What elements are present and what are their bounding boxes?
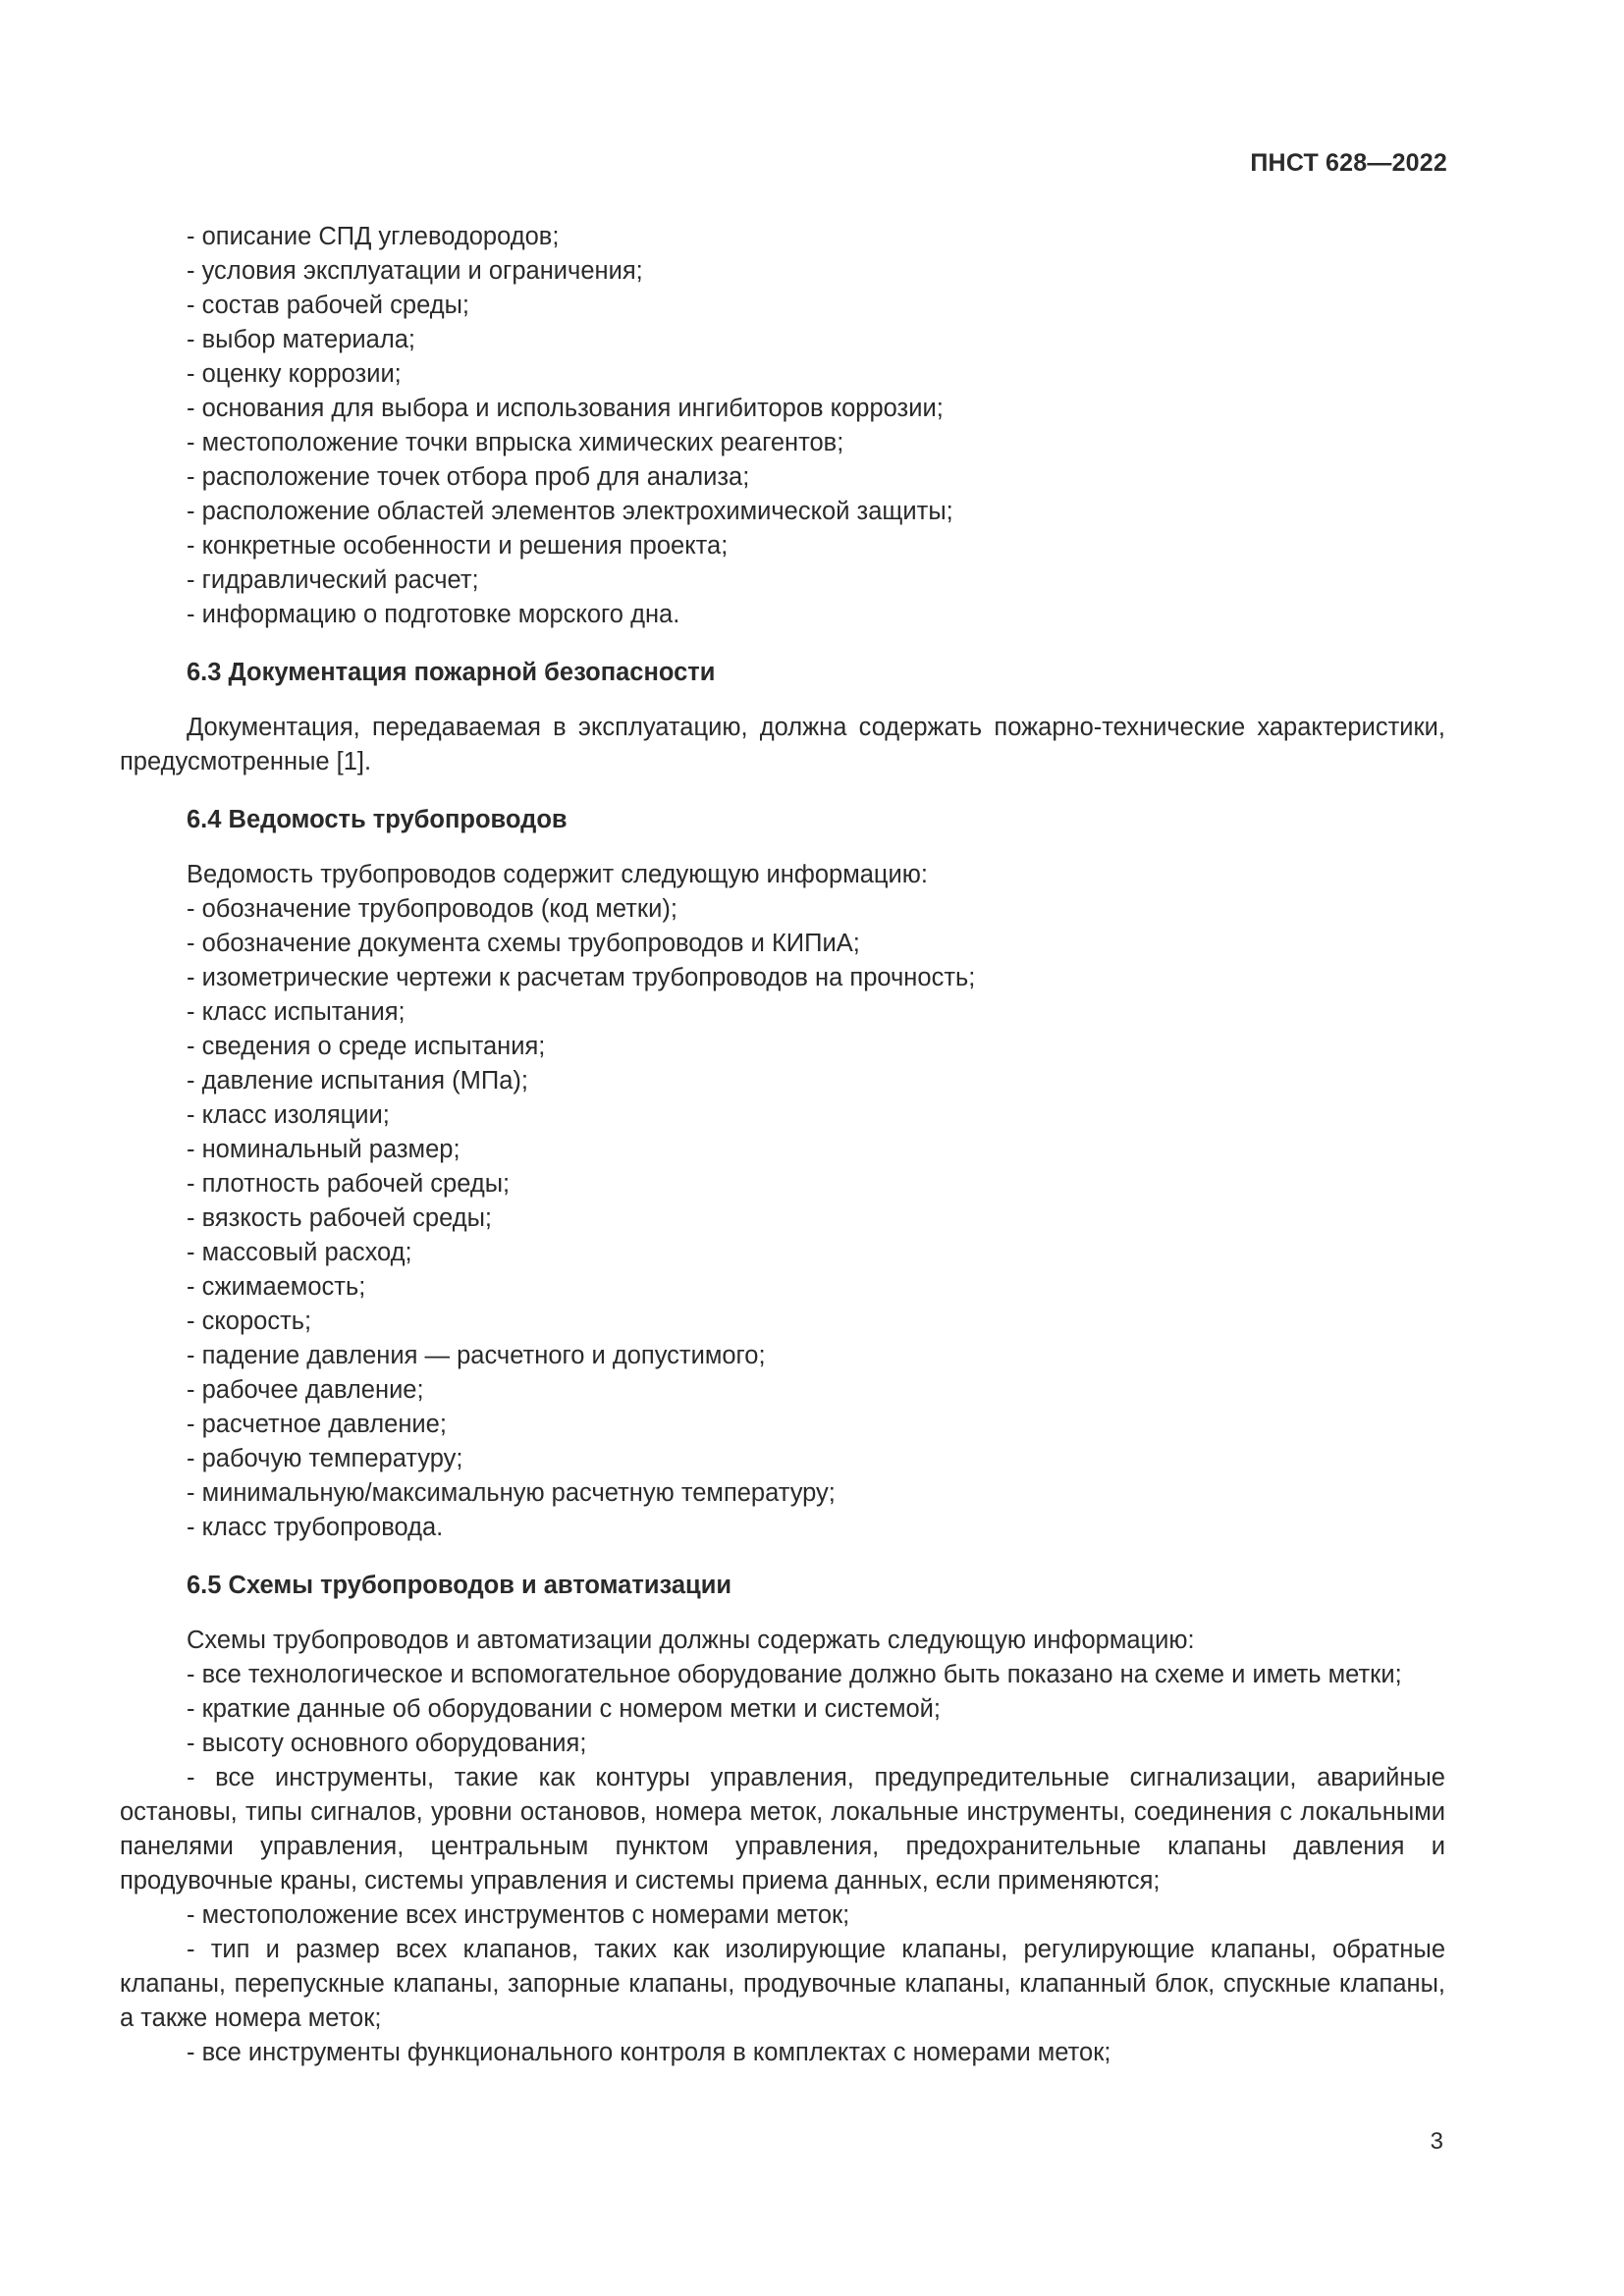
list-item: - класс испытания; — [187, 998, 406, 1026]
document-code: ПНСТ 628—2022 — [1250, 149, 1447, 177]
list-item: - массовый расход; — [187, 1239, 412, 1266]
list-item: - основания для выбора и использования ингибиторов коррозии; — [187, 395, 944, 422]
list-item: - давление испытания (МПа); — [187, 1067, 528, 1095]
list-item: - описание СПД углеводородов; — [187, 223, 560, 250]
list-item: - конкретные особенности и решения проекта; — [187, 532, 729, 560]
list-item: - оценку коррозии; — [187, 360, 402, 388]
list-item: - все инструменты функционального контроля в комплектах с номерами меток; — [187, 2039, 1111, 2066]
intro-list — [120, 220, 1445, 632]
list-item: - расположение областей элементов электрохимической защиты; — [187, 498, 953, 525]
list-item: - скорость; — [187, 1308, 312, 1335]
list-item: - падение давления — расчетного и допустимого; — [187, 1342, 766, 1369]
list-item: - расположение точек отбора проб для анализа; — [187, 463, 750, 491]
list-item: - минимальную/максимальную расчетную температуру; — [187, 1479, 836, 1507]
section-6-4-list — [120, 892, 1445, 1545]
list-item: - состав рабочей среды; — [187, 292, 469, 319]
list-item: - сжимаемость; — [187, 1273, 366, 1301]
section-6-4-intro: Ведомость трубопроводов содержит следующую информацию: — [187, 861, 928, 888]
section-heading-6-4: 6.4 Ведомость трубопроводов — [187, 806, 568, 833]
list-item: - рабочее давление; — [187, 1376, 424, 1404]
list-item: - класс изоляции; — [187, 1101, 390, 1129]
list-item: - обозначение трубопроводов (код метки); — [187, 895, 677, 923]
list-item: - обозначение документа схемы трубопроводов и КИПиА; — [187, 930, 860, 957]
section-6-5-intro: Схемы трубопроводов и автоматизации должны содержать следующую информацию: — [187, 1627, 1195, 1654]
list-item: - плотность рабочей среды; — [187, 1170, 511, 1198]
list-item: - класс трубопровода. — [187, 1514, 444, 1541]
list-item: - гидравлический расчет; — [187, 566, 479, 594]
list-item: - тип и размер всех клапанов, таких как изолирующие клапаны, регулирующие клапаны, обратные клапаны, перепускные клапаны, запорные клапаны, продувочные клапаны, клапанный блок, спускные клапаны, а также номера меток; — [120, 1936, 1445, 2032]
list-item: - местоположение точки впрыска химических реагентов; — [187, 429, 844, 456]
list-item: - высоту основного оборудования; — [187, 1730, 587, 1757]
section-heading-6-3: 6.3 Документация пожарной безопасности — [187, 659, 716, 686]
page-number: 3 — [1430, 2128, 1443, 2155]
page-content — [120, 220, 1445, 2070]
list-item: - рабочую температуру; — [187, 1445, 463, 1472]
list-item: - сведения о среде испытания; — [187, 1033, 546, 1060]
list-item: - выбор материала; — [187, 326, 415, 353]
list-item: - изометрические чертежи к расчетам трубопроводов на прочность; — [187, 964, 976, 991]
list-item: - вязкость рабочей среды; — [187, 1204, 492, 1232]
list-item: - номинальный размер; — [187, 1136, 460, 1163]
list-item: - все технологическое и вспомогательное оборудование должно быть показано на схеме и иметь метки; — [187, 1661, 1402, 1688]
list-item: - все инструменты, такие как контуры управления, предупредительные сигнализации, аварийные остановы, типы сигналов, уровни остановов, номера меток, локальные инструменты, соединения с локальными панелями управления, центральным пунктом управления, предохранительные клапаны давления и продувочные краны, системы управления и системы приема данных, если применяются; — [120, 1764, 1445, 1895]
section-6-5-list — [120, 1658, 1445, 2070]
list-item: - расчетное давление; — [187, 1411, 447, 1438]
list-item: - местоположение всех инструментов с номерами меток; — [187, 1901, 850, 1929]
list-item: - условия эксплуатации и ограничения; — [187, 257, 643, 285]
list-item: - информацию о подготовке морского дна. — [187, 601, 680, 628]
section-heading-6-5: 6.5 Схемы трубопроводов и автоматизации — [187, 1572, 732, 1599]
section-6-3-paragraph: Документация, передаваемая в эксплуатацию, должна содержать пожарно-технические характеристики, предусмотренные [1]. — [120, 714, 1445, 775]
list-item: - краткие данные об оборудовании с номером метки и системой; — [187, 1695, 942, 1723]
